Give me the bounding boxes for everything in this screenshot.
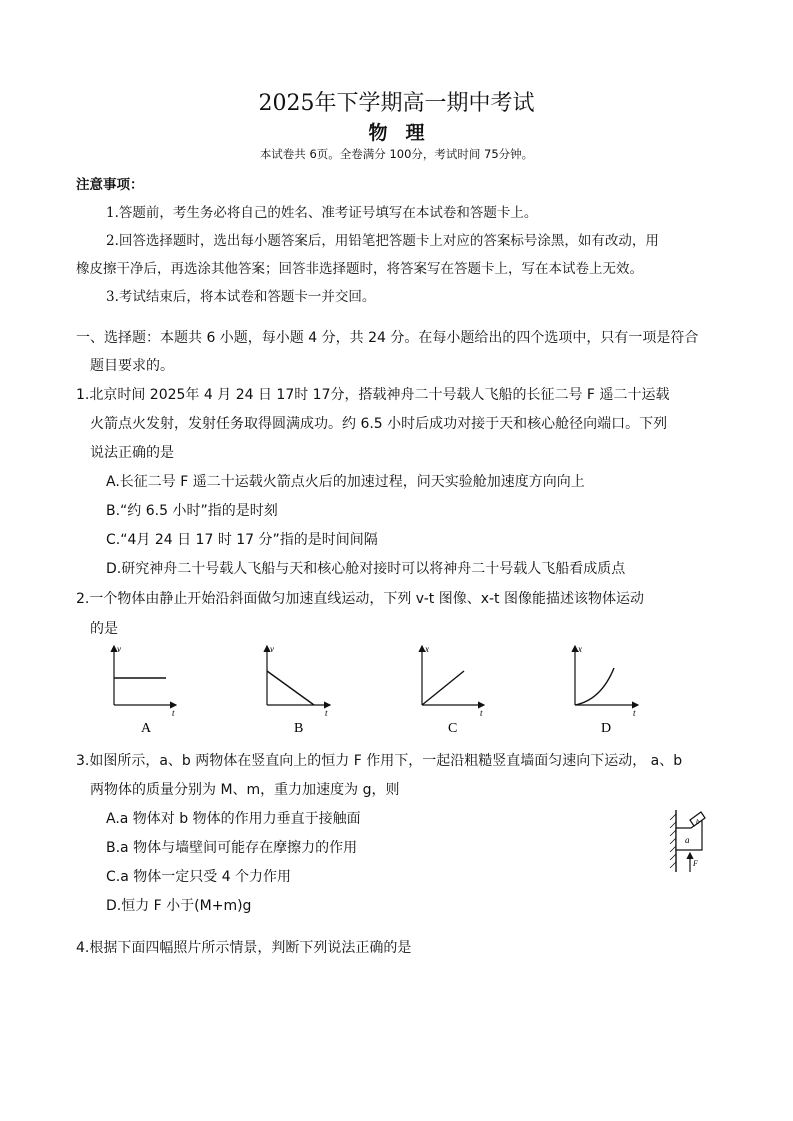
graph-c: [422, 644, 484, 736]
graph-b-line: [267, 671, 314, 705]
graph-d-x-label: t: [633, 708, 636, 718]
q3-option-b: B.a 物体与墙壁间可能存在摩擦力的作用: [106, 840, 358, 856]
graph-d-label: D: [601, 721, 612, 736]
graph-b-x-label: t: [325, 708, 328, 718]
note-item-2-line-1: 2.回答选择题时，选出每小题答案后，用铅笔把答题卡上对应的答案标号涂黑，如有改动，用: [106, 233, 659, 249]
q2-stem-line-1: 2.一个物体由静止开始沿斜面做匀加速直线运动，下列 v-t 图像、x-t 图像能描述该物体运动: [76, 591, 644, 607]
note-item-1: 1.答题前，考生务必将自己的姓名、准考证号填写在本试卷和答题卡上。: [106, 205, 538, 221]
q1-option-b: B.“约 6.5 小时”指的是时刻: [106, 503, 278, 519]
force-label: F: [693, 859, 698, 868]
subject-title: 物理: [368, 122, 443, 144]
block-b-label: b: [696, 818, 700, 826]
graph-a-y-label: v: [117, 644, 121, 654]
q3-stem-line-1: 3.如图所示，a、b 两物体在竖直向上的恒力 F 作用下，一起沿粗糙竖直墙面匀速向下运动， a、b: [76, 753, 683, 769]
graph-c-label: C: [448, 721, 458, 736]
q3-option-d: D.恒力 F 小于(M+m)g: [106, 898, 252, 914]
wall-hatching: [670, 814, 676, 868]
graph-a-x-label: t: [172, 708, 175, 718]
q1-stem-line-2: 火箭点火发射，发射任务取得圆满成功。约 6.5 小时后成功对接于天和核心舱径向端口。下列: [90, 416, 668, 432]
note-item-2-line-2: 橡皮擦干净后，再选涂其他答案；回答非选择题时，将答案写在答题卡上，写在本试卷上无效。: [76, 261, 643, 277]
graph-c-line: [422, 671, 464, 705]
graph-b: [267, 644, 330, 736]
graph-d: [575, 644, 638, 736]
q4-stem: 4.根据下面四幅照片所示情景，判断下列说法正确的是: [76, 940, 412, 956]
graph-d-y-label: x: [578, 644, 582, 654]
q3-figure: [664, 808, 724, 876]
graph-c-y-label: x: [425, 644, 429, 654]
graph-a: [114, 644, 176, 736]
q3-option-a: A.a 物体对 b 物体的作用力垂直于接触面: [106, 811, 361, 827]
q3-option-c: C.a 物体一定只受 4 个力作用: [106, 869, 292, 885]
q1-option-c: C.“4月 24 日 17 时 17 分”指的是时间间隔: [106, 532, 378, 548]
graph-c-x-label: t: [480, 708, 483, 718]
exam-title: 2025年下学期高一期中考试: [258, 91, 535, 116]
graph-b-y-label: v: [270, 644, 274, 654]
graph-a-label: A: [141, 721, 152, 736]
q1-option-d: D.研究神舟二十号载人飞船与天和核心舱对接时可以将神舟二十号载人飞船看成质点: [106, 561, 626, 577]
q3-stem-line-2: 两物体的质量分别为 M、m，重力加速度为 g，则: [90, 782, 400, 798]
graph-d-curve: [575, 668, 614, 705]
exam-info: 本试卷共 6页。全卷满分 100分，考试时间 75分钟。: [259, 147, 534, 161]
q1-option-a: A.长征二号 F 遥二十运载火箭点火后的加速过程，问天实验舱加速度方向向上: [106, 474, 585, 490]
q1-stem-line-3: 说法正确的是: [90, 445, 174, 461]
section-heading-line-1: 一、选择题：本题共 6 小题，每小题 4 分，共 24 分。在每小题给出的四个选项中，只有一项是符合: [76, 330, 699, 346]
note-item-3: 3.考试结束后，将本试卷和答题卡一并交回。: [106, 289, 376, 305]
q1-stem-line-1: 1.北京时间 2025年 4 月 24 日 17时 17分，搭载神舟二十号载人飞船的长征二号 F 遥二十运载: [76, 387, 670, 403]
graph-b-label: B: [294, 721, 304, 736]
q2-stem-line-2: 的是: [90, 621, 118, 637]
section-heading-line-2: 题目要求的。: [90, 358, 174, 374]
block-a-label: a: [685, 835, 690, 845]
q2-graphs: [96, 640, 656, 740]
notes-heading: 注意事项：: [76, 177, 144, 193]
